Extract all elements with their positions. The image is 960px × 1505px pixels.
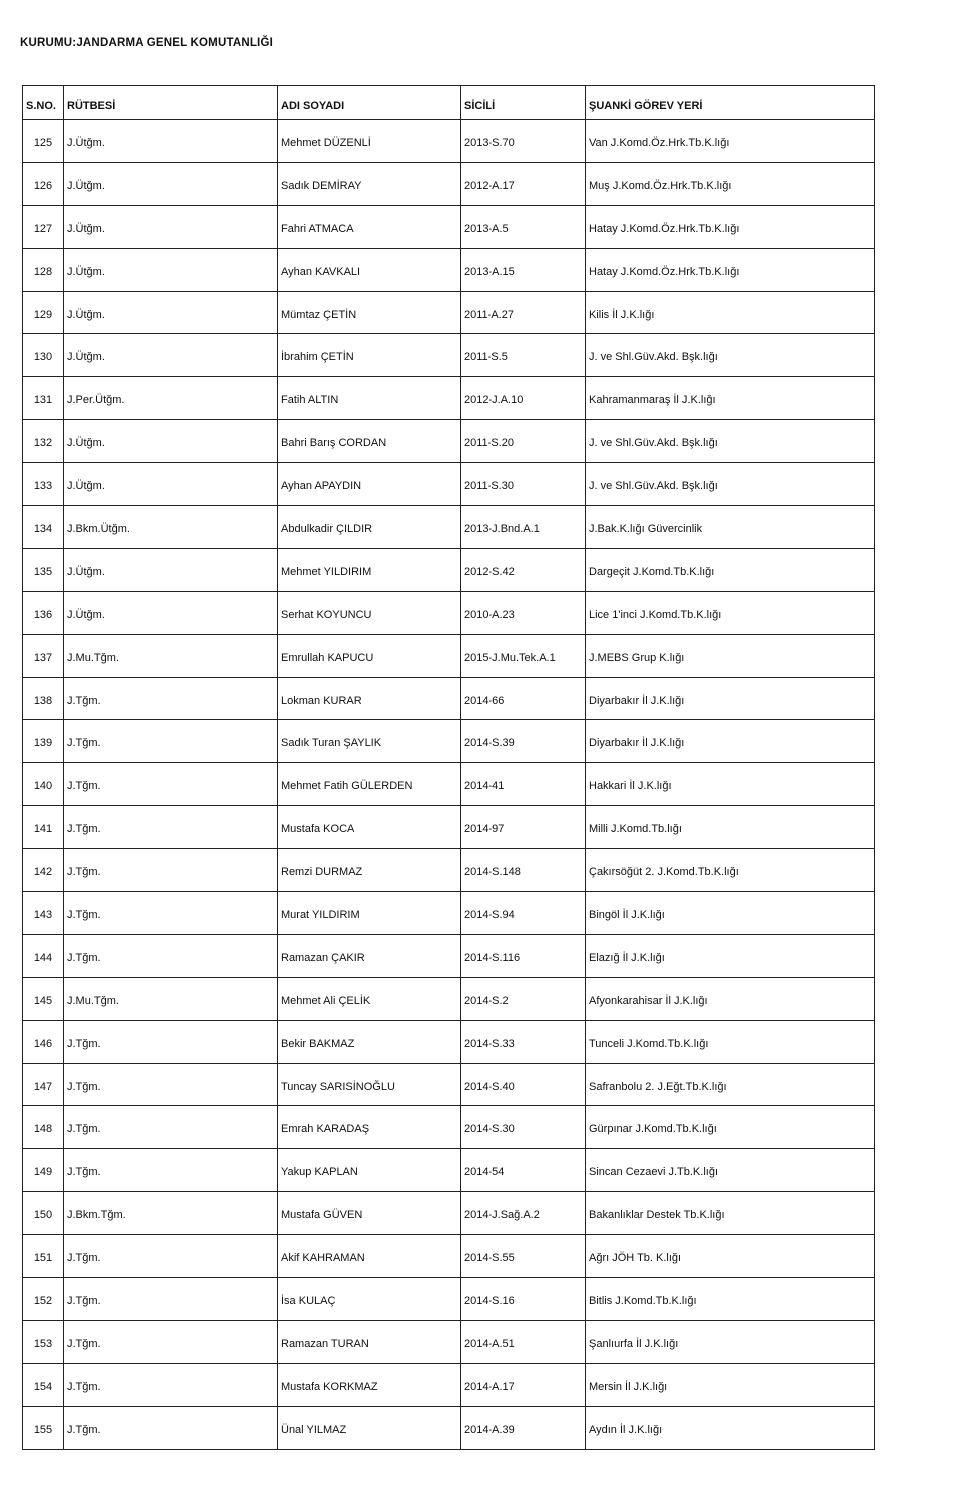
cell-duty-station: Gürpınar J.Komd.Tb.K.lığı bbox=[586, 1106, 875, 1149]
cell-name: Fahri ATMACA bbox=[278, 205, 461, 248]
table-row bbox=[23, 120, 875, 163]
cell-rank: J.Tğm. bbox=[64, 1149, 278, 1192]
cell-registry: 2014-S.33 bbox=[461, 1020, 586, 1063]
table-row bbox=[23, 806, 875, 849]
table-row bbox=[23, 720, 875, 763]
table-body bbox=[23, 120, 875, 1450]
table-row bbox=[23, 420, 875, 463]
cell-duty-station: Aydın İl J.K.lığı bbox=[586, 1406, 875, 1449]
cell-rank: J.Tğm. bbox=[64, 1278, 278, 1321]
cell-registry: 2013-A.5 bbox=[461, 205, 586, 248]
cell-sno: 153 bbox=[23, 1320, 64, 1363]
cell-sno: 154 bbox=[23, 1363, 64, 1406]
cell-name: Lokman KURAR bbox=[278, 677, 461, 720]
cell-duty-station: Dargeçit J.Komd.Tb.K.lığı bbox=[586, 548, 875, 591]
table-row bbox=[23, 849, 875, 892]
cell-name: Fatih ALTIN bbox=[278, 377, 461, 420]
cell-registry: 2014-J.Sağ.A.2 bbox=[461, 1192, 586, 1235]
header-duty-station: ŞUANKİ GÖREV YERİ bbox=[586, 86, 875, 120]
cell-sno: 137 bbox=[23, 634, 64, 677]
personnel-table bbox=[22, 85, 875, 1450]
cell-name: Murat YILDIRIM bbox=[278, 892, 461, 935]
cell-sno: 133 bbox=[23, 463, 64, 506]
cell-registry: 2011-S.20 bbox=[461, 420, 586, 463]
cell-name: İsa KULAÇ bbox=[278, 1278, 461, 1321]
table-row bbox=[23, 934, 875, 977]
table-header-row bbox=[23, 86, 875, 120]
cell-registry: 2014-A.39 bbox=[461, 1406, 586, 1449]
table-row bbox=[23, 1406, 875, 1449]
cell-rank: J.Ütğm. bbox=[64, 334, 278, 377]
table-row bbox=[23, 977, 875, 1020]
cell-sno: 155 bbox=[23, 1406, 64, 1449]
cell-registry: 2014-54 bbox=[461, 1149, 586, 1192]
cell-sno: 146 bbox=[23, 1020, 64, 1063]
cell-duty-station: Bakanlıklar Destek Tb.K.lığı bbox=[586, 1192, 875, 1235]
cell-rank: J.Ütğm. bbox=[64, 248, 278, 291]
table-row bbox=[23, 1278, 875, 1321]
cell-rank: J.Tğm. bbox=[64, 720, 278, 763]
cell-duty-station: Afyonkarahisar İl J.K.lığı bbox=[586, 977, 875, 1020]
cell-duty-station: J. ve Shl.Güv.Akd. Bşk.lığı bbox=[586, 334, 875, 377]
cell-rank: J.Tğm. bbox=[64, 1106, 278, 1149]
cell-rank: J.Tğm. bbox=[64, 934, 278, 977]
cell-registry: 2014-S.116 bbox=[461, 934, 586, 977]
cell-duty-station: Bitlis J.Komd.Tb.K.lığı bbox=[586, 1278, 875, 1321]
cell-rank: J.Ütğm. bbox=[64, 291, 278, 334]
cell-duty-station: J. ve Shl.Güv.Akd. Bşk.lığı bbox=[586, 463, 875, 506]
cell-registry: 2014-41 bbox=[461, 763, 586, 806]
cell-duty-station: Hakkari İl J.K.lığı bbox=[586, 763, 875, 806]
cell-sno: 127 bbox=[23, 205, 64, 248]
cell-name: İbrahim ÇETİN bbox=[278, 334, 461, 377]
cell-sno: 151 bbox=[23, 1235, 64, 1278]
cell-sno: 134 bbox=[23, 506, 64, 549]
cell-rank: J.Tğm. bbox=[64, 1063, 278, 1106]
cell-duty-station: Diyarbakır İl J.K.lığı bbox=[586, 677, 875, 720]
cell-name: Ünal YILMAZ bbox=[278, 1406, 461, 1449]
cell-duty-station: J. ve Shl.Güv.Akd. Bşk.lığı bbox=[586, 420, 875, 463]
table-row bbox=[23, 1192, 875, 1235]
cell-sno: 128 bbox=[23, 248, 64, 291]
cell-name: Abdulkadir ÇILDIR bbox=[278, 506, 461, 549]
cell-duty-station: Hatay J.Komd.Öz.Hrk.Tb.K.lığı bbox=[586, 248, 875, 291]
cell-registry: 2014-A.51 bbox=[461, 1320, 586, 1363]
table-row bbox=[23, 291, 875, 334]
cell-sno: 130 bbox=[23, 334, 64, 377]
cell-sno: 149 bbox=[23, 1149, 64, 1192]
cell-registry: 2014-S.148 bbox=[461, 849, 586, 892]
cell-duty-station: Muş J.Komd.Öz.Hrk.Tb.K.lığı bbox=[586, 162, 875, 205]
cell-rank: J.Ütğm. bbox=[64, 162, 278, 205]
cell-name: Mustafa KOCA bbox=[278, 806, 461, 849]
cell-rank: J.Bkm.Ütğm. bbox=[64, 506, 278, 549]
table-row bbox=[23, 1235, 875, 1278]
table-row bbox=[23, 548, 875, 591]
cell-name: Akif KAHRAMAN bbox=[278, 1235, 461, 1278]
cell-duty-station: Safranbolu 2. J.Eğt.Tb.K.lığı bbox=[586, 1063, 875, 1106]
cell-rank: J.Tğm. bbox=[64, 1320, 278, 1363]
cell-sno: 135 bbox=[23, 548, 64, 591]
cell-sno: 138 bbox=[23, 677, 64, 720]
cell-sno: 140 bbox=[23, 763, 64, 806]
cell-name: Mümtaz ÇETİN bbox=[278, 291, 461, 334]
cell-rank: J.Tğm. bbox=[64, 849, 278, 892]
cell-name: Yakup KAPLAN bbox=[278, 1149, 461, 1192]
cell-name: Mehmet YILDIRIM bbox=[278, 548, 461, 591]
cell-duty-station: J.MEBS Grup K.lığı bbox=[586, 634, 875, 677]
cell-sno: 143 bbox=[23, 892, 64, 935]
cell-rank: J.Ütğm. bbox=[64, 463, 278, 506]
cell-duty-station: Mersin İl J.K.lığı bbox=[586, 1363, 875, 1406]
cell-registry: 2014-S.94 bbox=[461, 892, 586, 935]
cell-registry: 2011-S.5 bbox=[461, 334, 586, 377]
cell-rank: J.Bkm.Tğm. bbox=[64, 1192, 278, 1235]
cell-rank: J.Ütğm. bbox=[64, 120, 278, 163]
cell-registry: 2010-A.23 bbox=[461, 591, 586, 634]
cell-registry: 2014-S.2 bbox=[461, 977, 586, 1020]
cell-rank: J.Tğm. bbox=[64, 806, 278, 849]
cell-name: Serhat KOYUNCU bbox=[278, 591, 461, 634]
cell-rank: J.Ütğm. bbox=[64, 548, 278, 591]
cell-name: Sadık Turan ŞAYLIK bbox=[278, 720, 461, 763]
cell-sno: 152 bbox=[23, 1278, 64, 1321]
cell-rank: J.Tğm. bbox=[64, 763, 278, 806]
cell-name: Mehmet DÜZENLİ bbox=[278, 120, 461, 163]
cell-rank: J.Tğm. bbox=[64, 892, 278, 935]
cell-name: Emrullah KAPUCU bbox=[278, 634, 461, 677]
table-row bbox=[23, 1363, 875, 1406]
cell-name: Bekir BAKMAZ bbox=[278, 1020, 461, 1063]
cell-rank: J.Tğm. bbox=[64, 1363, 278, 1406]
cell-registry: 2011-S.30 bbox=[461, 463, 586, 506]
cell-registry: 2014-66 bbox=[461, 677, 586, 720]
table-row bbox=[23, 763, 875, 806]
header-registry: SİCİLİ bbox=[461, 86, 586, 120]
cell-registry: 2012-J.A.10 bbox=[461, 377, 586, 420]
cell-name: Ramazan ÇAKIR bbox=[278, 934, 461, 977]
cell-sno: 150 bbox=[23, 1192, 64, 1235]
cell-rank: J.Mu.Tğm. bbox=[64, 977, 278, 1020]
table-row bbox=[23, 892, 875, 935]
cell-duty-station: Elazığ İl J.K.lığı bbox=[586, 934, 875, 977]
cell-sno: 142 bbox=[23, 849, 64, 892]
cell-rank: J.Tğm. bbox=[64, 1235, 278, 1278]
cell-sno: 136 bbox=[23, 591, 64, 634]
cell-registry: 2014-S.30 bbox=[461, 1106, 586, 1149]
cell-duty-station: Bingöl İl J.K.lığı bbox=[586, 892, 875, 935]
table-row bbox=[23, 677, 875, 720]
table-row bbox=[23, 248, 875, 291]
cell-duty-station: Çakırsöğüt 2. J.Komd.Tb.K.lığı bbox=[586, 849, 875, 892]
cell-duty-station: J.Bak.K.lığı Güvercinlik bbox=[586, 506, 875, 549]
table-row bbox=[23, 463, 875, 506]
table-row bbox=[23, 1020, 875, 1063]
cell-registry: 2013-A.15 bbox=[461, 248, 586, 291]
table-row bbox=[23, 205, 875, 248]
cell-sno: 126 bbox=[23, 162, 64, 205]
cell-duty-station: Ağrı JÖH Tb. K.lığı bbox=[586, 1235, 875, 1278]
cell-duty-station: Lice 1'inci J.Komd.Tb.K.lığı bbox=[586, 591, 875, 634]
table-row bbox=[23, 634, 875, 677]
cell-sno: 129 bbox=[23, 291, 64, 334]
cell-name: Emrah KARADAŞ bbox=[278, 1106, 461, 1149]
table-row bbox=[23, 1149, 875, 1192]
cell-rank: J.Per.Ütğm. bbox=[64, 377, 278, 420]
table-row bbox=[23, 162, 875, 205]
cell-name: Bahri Barış CORDAN bbox=[278, 420, 461, 463]
cell-sno: 141 bbox=[23, 806, 64, 849]
cell-duty-station: Sincan Cezaevi J.Tb.K.lığı bbox=[586, 1149, 875, 1192]
cell-sno: 132 bbox=[23, 420, 64, 463]
cell-registry: 2014-97 bbox=[461, 806, 586, 849]
cell-sno: 131 bbox=[23, 377, 64, 420]
cell-registry: 2012-S.42 bbox=[461, 548, 586, 591]
cell-duty-station: Şanlıurfa İl J.K.lığı bbox=[586, 1320, 875, 1363]
cell-duty-station: Diyarbakır İl J.K.lığı bbox=[586, 720, 875, 763]
cell-name: Tuncay SARISİNOĞLU bbox=[278, 1063, 461, 1106]
cell-duty-station: Kilis İl J.K.lığı bbox=[586, 291, 875, 334]
header-sno: S.NO. bbox=[23, 86, 64, 120]
header-name: ADI SOYADI bbox=[278, 86, 461, 120]
header-rank: RÜTBESİ bbox=[64, 86, 278, 120]
table-row bbox=[23, 506, 875, 549]
cell-rank: J.Ütğm. bbox=[64, 420, 278, 463]
cell-registry: 2012-A.17 bbox=[461, 162, 586, 205]
cell-duty-station: Tunceli J.Komd.Tb.K.lığı bbox=[586, 1020, 875, 1063]
cell-registry: 2014-S.40 bbox=[461, 1063, 586, 1106]
table-row bbox=[23, 1063, 875, 1106]
cell-rank: J.Ütğm. bbox=[64, 205, 278, 248]
cell-registry: 2014-S.39 bbox=[461, 720, 586, 763]
cell-sno: 148 bbox=[23, 1106, 64, 1149]
cell-registry: 2014-A.17 bbox=[461, 1363, 586, 1406]
cell-name: Remzi DURMAZ bbox=[278, 849, 461, 892]
table-row bbox=[23, 1106, 875, 1149]
cell-registry: 2015-J.Mu.Tek.A.1 bbox=[461, 634, 586, 677]
table-row bbox=[23, 377, 875, 420]
cell-name: Sadık DEMİRAY bbox=[278, 162, 461, 205]
table-row bbox=[23, 591, 875, 634]
cell-rank: J.Mu.Tğm. bbox=[64, 634, 278, 677]
table-row bbox=[23, 334, 875, 377]
cell-duty-station: Hatay J.Komd.Öz.Hrk.Tb.K.lığı bbox=[586, 205, 875, 248]
cell-registry: 2013-J.Bnd.A.1 bbox=[461, 506, 586, 549]
cell-sno: 145 bbox=[23, 977, 64, 1020]
cell-name: Mehmet Ali ÇELİK bbox=[278, 977, 461, 1020]
cell-sno: 125 bbox=[23, 120, 64, 163]
cell-name: Ayhan APAYDIN bbox=[278, 463, 461, 506]
cell-name: Mustafa KORKMAZ bbox=[278, 1363, 461, 1406]
cell-name: Ayhan KAVKALI bbox=[278, 248, 461, 291]
cell-sno: 139 bbox=[23, 720, 64, 763]
cell-duty-station: Van J.Komd.Öz.Hrk.Tb.K.lığı bbox=[586, 120, 875, 163]
cell-rank: J.Ütğm. bbox=[64, 591, 278, 634]
cell-duty-station: Milli J.Komd.Tb.lığı bbox=[586, 806, 875, 849]
cell-name: Mehmet Fatih GÜLERDEN bbox=[278, 763, 461, 806]
cell-registry: 2014-S.55 bbox=[461, 1235, 586, 1278]
cell-duty-station: Kahramanmaraş İl J.K.lığı bbox=[586, 377, 875, 420]
cell-rank: J.Tğm. bbox=[64, 1406, 278, 1449]
cell-sno: 144 bbox=[23, 934, 64, 977]
cell-rank: J.Tğm. bbox=[64, 677, 278, 720]
cell-name: Mustafa GÜVEN bbox=[278, 1192, 461, 1235]
cell-registry: 2011-A.27 bbox=[461, 291, 586, 334]
page-title: KURUMU:JANDARMA GENEL KOMUTANLIĞI bbox=[20, 37, 273, 49]
cell-rank: J.Tğm. bbox=[64, 1020, 278, 1063]
table-row bbox=[23, 1320, 875, 1363]
cell-sno: 147 bbox=[23, 1063, 64, 1106]
cell-registry: 2014-S.16 bbox=[461, 1278, 586, 1321]
cell-name: Ramazan TURAN bbox=[278, 1320, 461, 1363]
cell-registry: 2013-S.70 bbox=[461, 120, 586, 163]
